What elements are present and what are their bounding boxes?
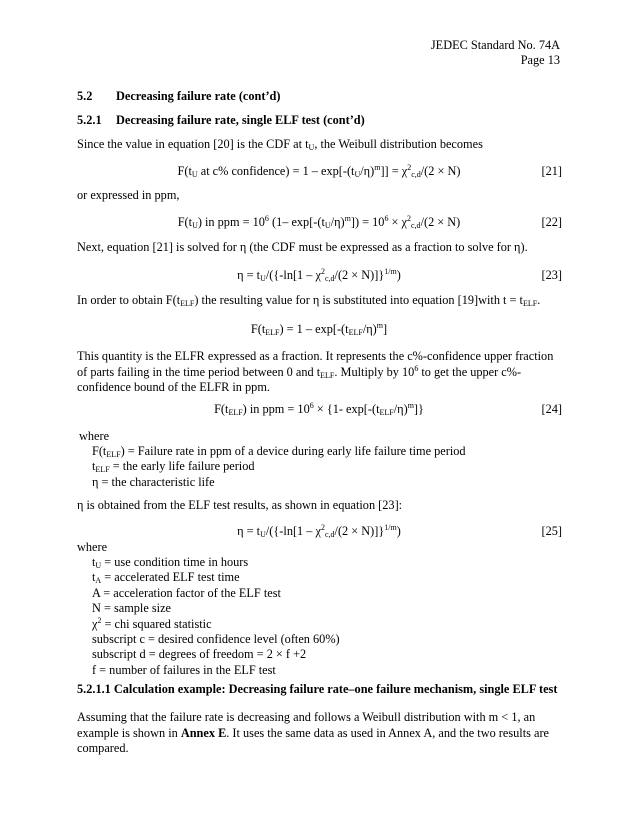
definition-subscript-c: subscript c = desired confidence level (often 60%) [92, 632, 340, 647]
definition-subscript-d: subscript d = degrees of freedom = 2 × f +2 [92, 647, 307, 662]
heading-5-2-title: Decreasing failure rate (cont’d) [116, 89, 281, 103]
equation-22: $F(t_U)$ in ppm = $10^6$ (1– $\exp[-(t_U/\eta)^m]) = 10^6 \times \chi^2_{c,d}/(2 \times N)$ [177, 214, 461, 230]
equation-22-number: [22] [541, 215, 562, 229]
heading-5-2-1-1: 5.2.1.1 Calculation example: Decreasing failure rate–one failure mechanism, single ELF test [77, 682, 558, 696]
paragraph-solve-eta: Next, equation [21] is solved for η (the CDF must be expressed as a fraction to solve for η). [77, 240, 528, 254]
definition-failures: f = number of failures in the ELF test [92, 662, 276, 677]
definition-sample-size: N = sample size [92, 601, 171, 616]
definition-chi-squared: $\chi^2$ = chi squared statistic [92, 615, 212, 631]
definition-acceleration: A = acceleration factor of the ELF test [92, 585, 281, 600]
where-label-1: where [79, 429, 110, 443]
paragraph-example: Assuming that the failure rate is decreasing and follows a Weibull distribution with m < 1, an example is shown in Annex E. It uses the same data as used in Annex A, and the two results are compared. [77, 710, 549, 755]
equation-25: $\eta = t_U/(\{-\ln[1 - \chi^2_{c,d}/(2 \times N)]\}^{1/m})$ [237, 523, 401, 539]
where-label-2: where [77, 540, 108, 554]
paragraph-ppm: or expressed in ppm, [77, 188, 180, 202]
paragraph-weibull-intro: Since the value in equation [20] is the CDF at $t_U$, the Weibull distribution becomes [77, 137, 483, 152]
definition-ta: $t_A$ = accelerated ELF test time [92, 570, 240, 586]
equation-25-number: [25] [541, 524, 562, 538]
equation-24-number: [24] [541, 402, 562, 416]
header-standard: JEDEC Standard No. 74A [430, 38, 560, 52]
definition-f-telf: $F(t_{ELF})$ = Failure rate in ppm of a device during early life failure time period [92, 444, 466, 459]
paragraph-elfr-fraction: This quantity is the ELFR expressed as a fraction. It represents the c%-confidence upper fraction of parts failing in the time period between 0 and $t_{ELF}$. Multiply by $10^6$ to get the upper c%-confidence bound of the ELFR in ppm. [77, 349, 554, 394]
equation-23: $\eta = t_U/(\{-\ln[1 - \chi^2_{c,d}/(2 \times N)]\}^{1/m})$ [237, 267, 401, 283]
equation-21-number: [21] [541, 164, 562, 178]
equation-23-number: [23] [541, 268, 562, 282]
equation-24: $F(t_{ELF})$ in ppm = $10^6 \times \{1-$ $\exp[-(t_{ELF}/\eta)^m]$} [214, 401, 424, 417]
heading-5-2-number: 5.2 [77, 89, 93, 103]
equation-19-substituted: $F(t_{ELF}) = 1 - \exp[-(t_{ELF}/\eta)^m]$ [250, 321, 388, 337]
equation-21: $F(t_U$ at c% confidence) = $1 - \exp[-(t_U/\eta)^m]] = \chi^2_{c,d}/(2 \times N)$ [177, 163, 461, 179]
definition-telf: $t_{ELF}$ = the early life failure period [92, 459, 255, 475]
heading-5-2-1-title: Decreasing failure rate, single ELF test (cont’d) [116, 113, 365, 127]
definition-eta: η = the characteristic life [92, 474, 215, 489]
definitions-list-1 [92, 444, 466, 490]
paragraph-eta-from-test: η is obtained from the ELF test results, as shown in equation [23]: [77, 498, 403, 512]
paragraph-substitute: In order to obtain $F(t_{ELF})$ the resulting value for η is substituted into equation [19]with $t = t_{ELF}$. [77, 293, 541, 308]
definition-tu: $t_U$ = use condition time in hours [92, 555, 249, 570]
header-page: Page 13 [520, 53, 560, 67]
heading-5-2-1-number: 5.2.1 [77, 113, 102, 127]
definitions-list-2 [92, 555, 340, 678]
